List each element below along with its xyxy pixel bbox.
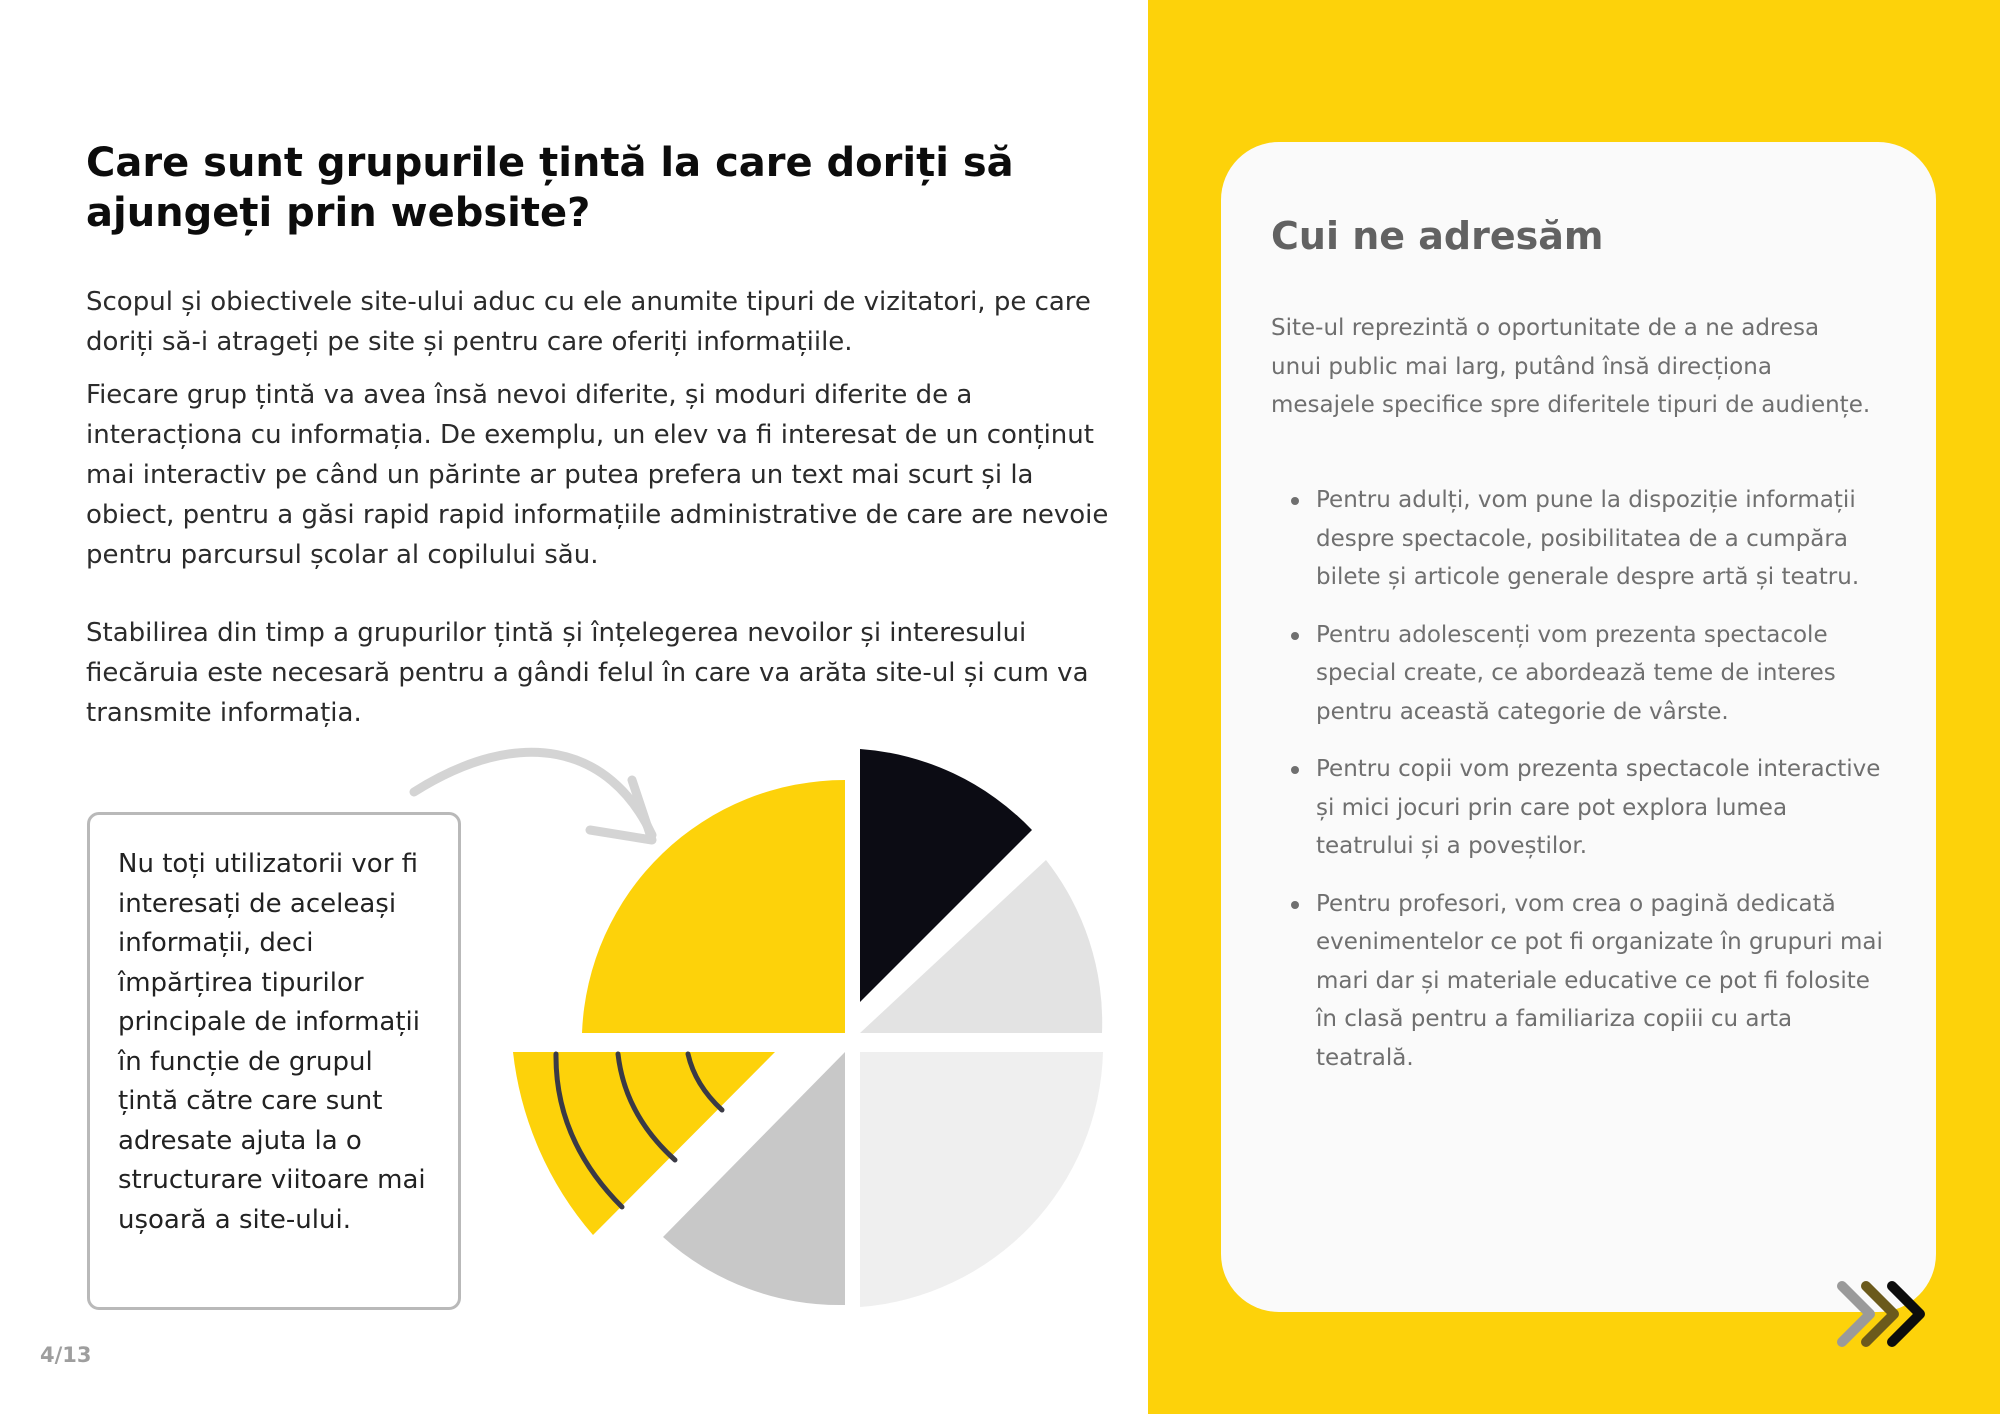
decorative-pie-illustration <box>400 730 1120 1310</box>
list-item: Pentru copii vom prezenta spectacole interactive și mici jocuri prin care pot explora lumea teatrului și a poveștilor. <box>1271 750 1891 866</box>
pie-slice-lightest-gray <box>860 1052 1103 1307</box>
audience-card <box>1221 142 1936 1312</box>
chevrons-right-icon[interactable] <box>1836 1280 1936 1350</box>
page-number: 4/13 <box>40 1343 92 1367</box>
paragraph-planning: Stabilirea din timp a grupurilor țintă și înțelegerea nevoilor și interesului fiecăruia este necesară pentru a gândi felul în care va arăta site-ul și cum va transmite informația. <box>86 618 1089 728</box>
page-title: Care sunt grupurile țintă la care doriți să ajungeți prin website? <box>86 140 1014 236</box>
card-intro: Site-ul reprezintă o oportunitate de a ne adresa unui public mai larg, putând însă direcționa mesajele specifice spre diferitele tipuri de audiențe. <box>1271 315 1871 418</box>
paragraph-purpose: Scopul și obiectivele site-ului aduc cu ele anumite tipuri de vizitatori, pe care doriți să-i atrageți pe site și pentru care oferiți informațiile. <box>86 287 1091 357</box>
card-title: Cui ne adresăm <box>1271 214 1604 258</box>
list-item: Pentru adulți, vom pune la dispoziție informații despre spectacole, posibilitatea de a cumpăra bilete și articole generale despre artă și teatru. <box>1271 481 1891 597</box>
list-item: Pentru adolescenți vom prezenta spectacole special create, ce abordează teme de interes pentru această categorie de vârste. <box>1271 616 1891 732</box>
paragraph-needs: Fiecare grup țintă va avea însă nevoi diferite, și moduri diferite de a interacționa cu informația. De exemplu, un elev va fi interesat de un conținut mai interactiv pe când un părinte ar putea prefera un text mai scurt și la obiect, pentru a găsi rapid rapid informațiile administrative de care are nevoie pentru parcursul școlar al copilului său. <box>86 380 1109 570</box>
pie-slice-yellow-top <box>582 780 845 1033</box>
audience-list <box>1271 481 1891 1077</box>
list-item: Pentru profesori, vom crea o pagină dedicată evenimentelor ce pot fi organizate în grupuri mai mari dar și materiale educative ce pot fi folosite în clasă pentru a familiariza copiii cu arta teatrală. <box>1271 885 1891 1078</box>
note-text: Nu toți utilizatorii vor fi interesați de aceleași informații, deci împărțirea tipurilor principale de informații în funcție de grupul țintă către care sunt adresate ajuta la o structurare viitoare mai ușoară a site-ului. <box>118 849 426 1235</box>
curved-arrow-icon <box>414 752 652 840</box>
